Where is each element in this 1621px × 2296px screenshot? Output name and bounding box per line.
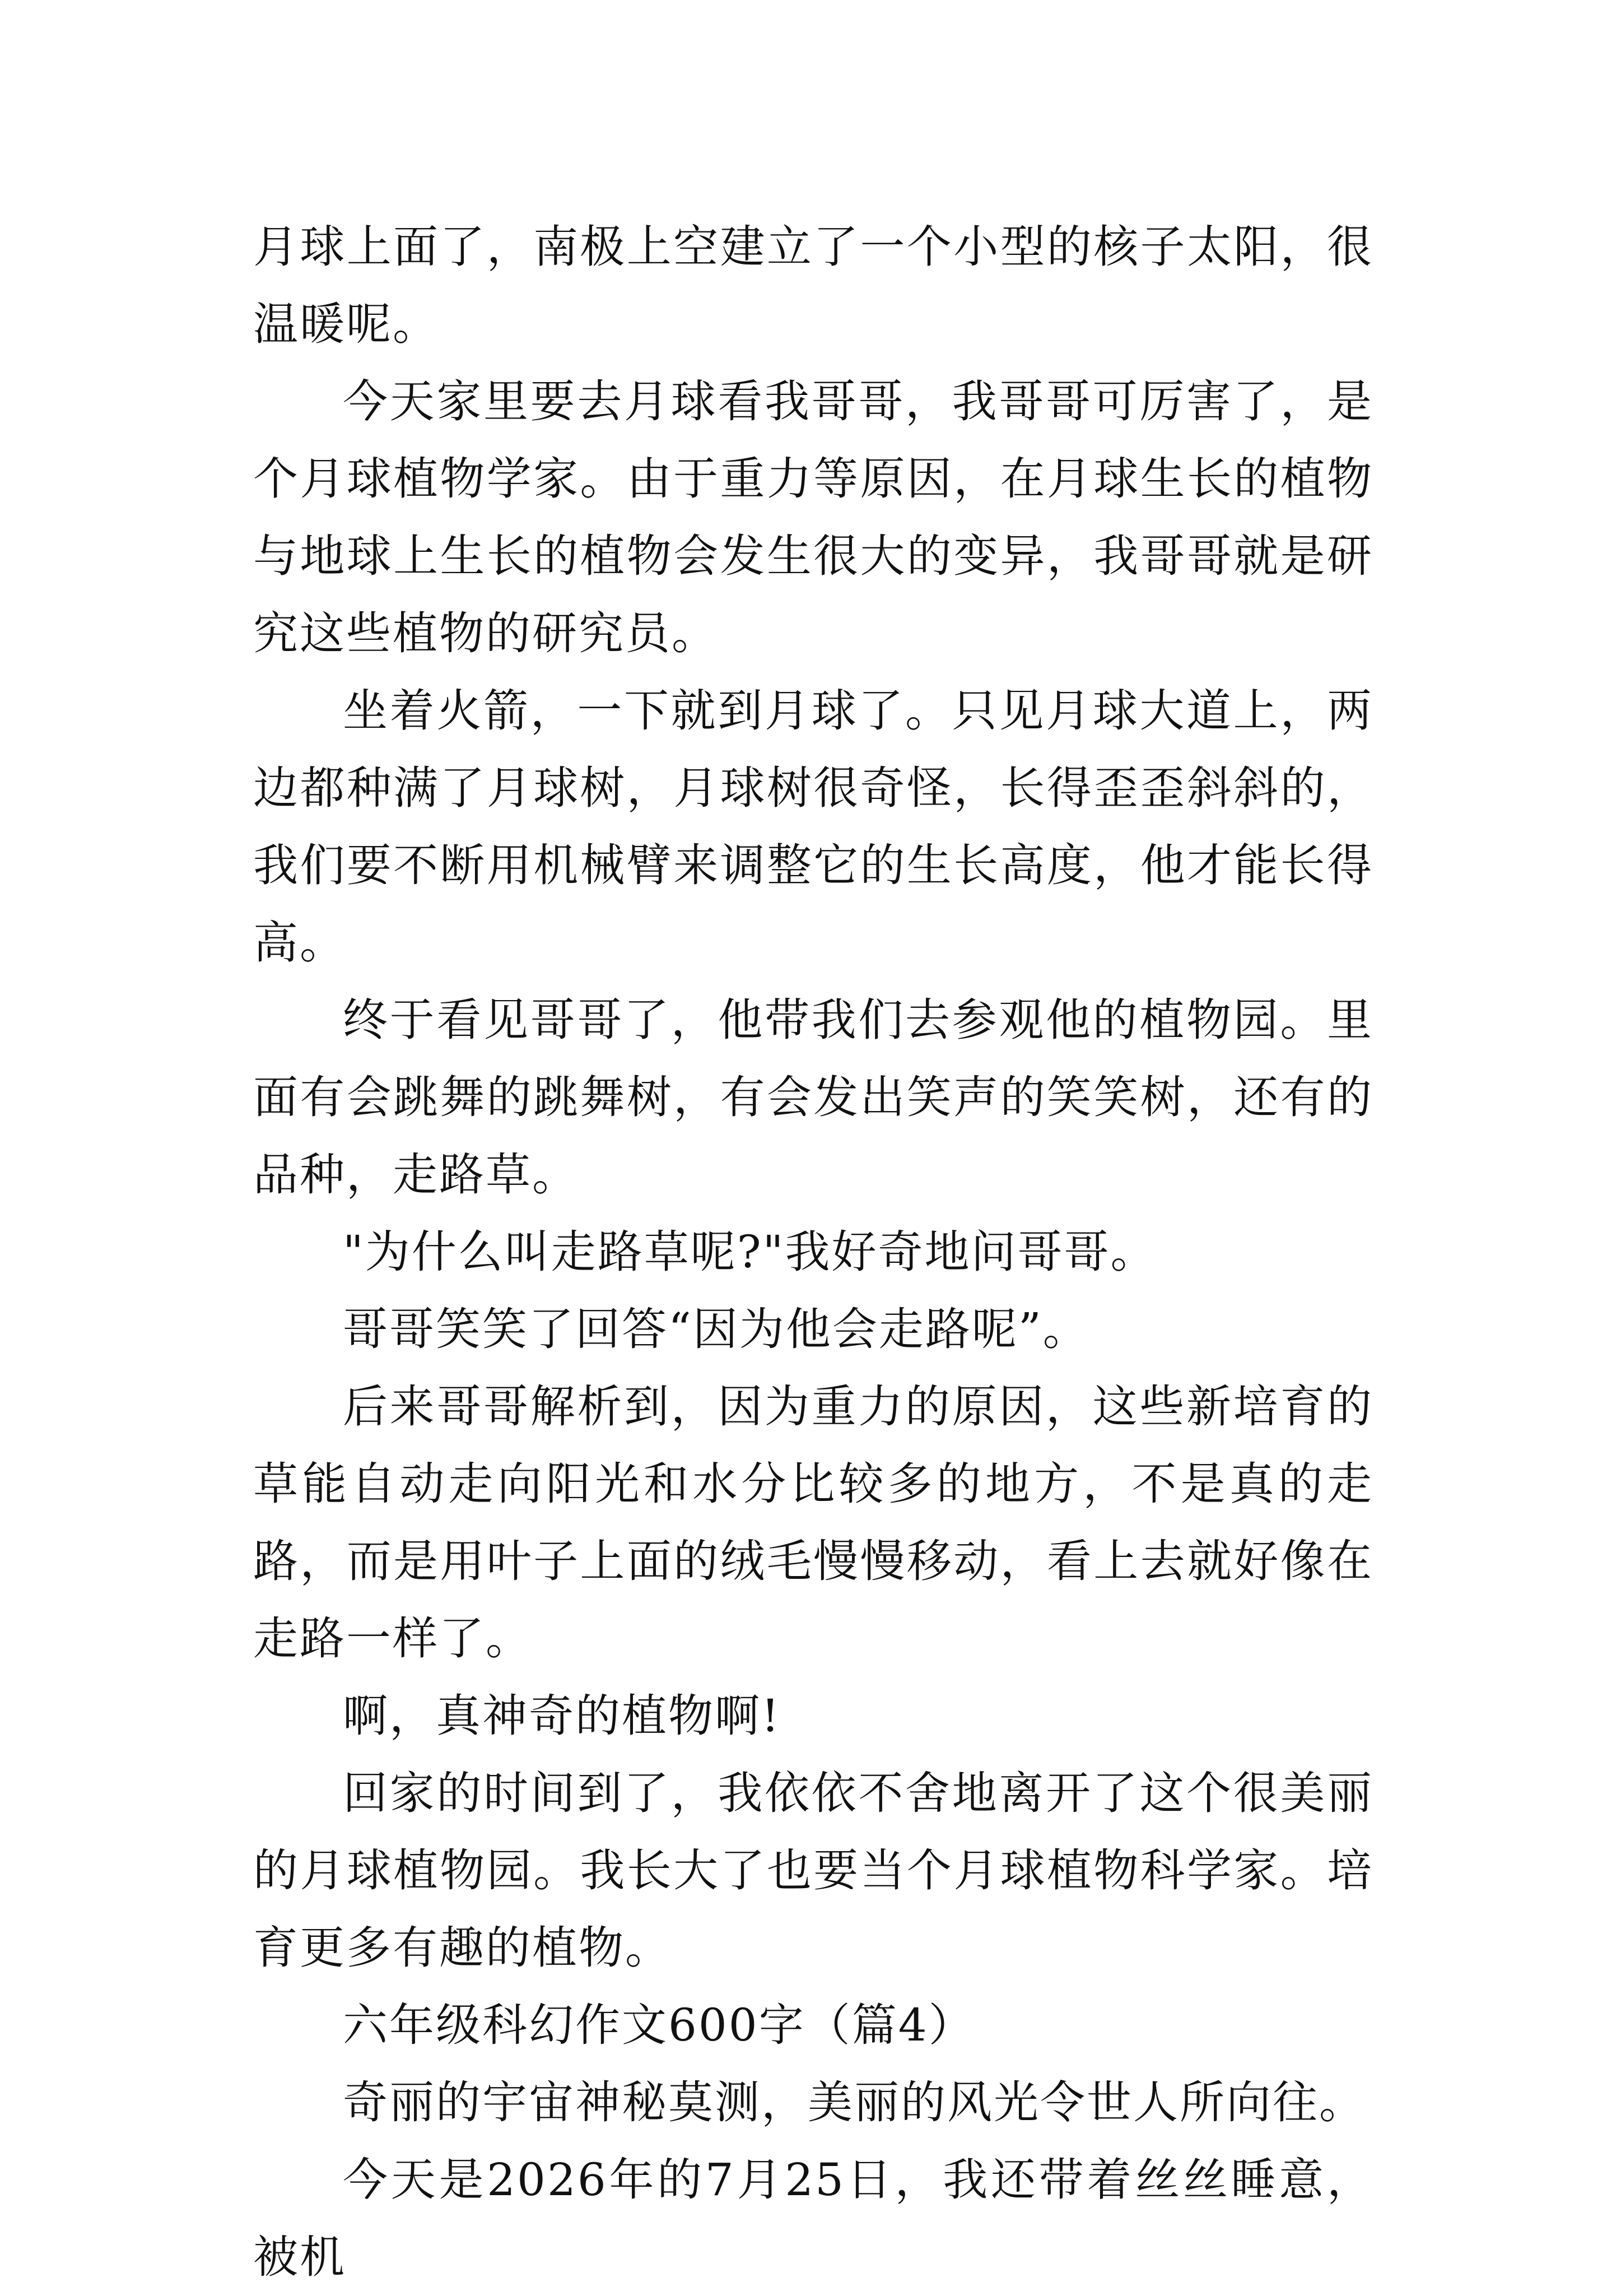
paragraph-1: 月球上面了，南极上空建立了一个小型的核子太阳，很温暖呢。 [253, 221, 1373, 350]
paragraph-11: 奇丽的宇宙神秘莫测，美丽的风光令世人所向往。 [343, 2076, 1366, 2128]
paragraph-8: 啊，真神奇的植物啊! [343, 1690, 781, 1742]
paragraph-3: 坐着火箭，一下就到月球了。只见月球大道上，两边都种满了月球树，月球树很奇怪，长得歪歪斜斜的，我们要不断用机械臂来调整它的生长高度，他才能长得高。 [253, 685, 1373, 969]
paragraph-9: 回家的时间到了，我依依不舍地离开了这个很美丽的月球植物园。我长大了也要当个月球植物科学家。培育更多有趣的植物。 [253, 1767, 1373, 1974]
paragraph-2: 今天家里要去月球看我哥哥，我哥哥可厉害了，是个月球植物学家。由于重力等原因，在月球生长的植物与地球上生长的植物会发生很大的变异，我哥哥就是研究这些植物的研究员。 [253, 375, 1373, 659]
paragraph-6: 哥哥笑笑了回答“因为他会走路呢”。 [343, 1303, 1089, 1355]
paragraph-5: "为什么叫走路草呢?"我好奇地问哥哥。 [343, 1226, 1157, 1278]
paragraph-7: 后来哥哥解析到，因为重力的原因，这些新培育的草能自动走向阳光和水分比较多的地方，不是真的走路，而是用叶子上面的绒毛慢慢移动，看上去就好像在走路一样了。 [253, 1381, 1373, 1665]
paragraph-12: 今天是2026年的7月25日，我还带着丝丝睡意，被机 [253, 2154, 1373, 2283]
paragraph-4: 终于看见哥哥了，他带我们去参观他的植物园。里面有会跳舞的跳舞树，有会发出笑声的笑笑树，还有的品种，走路草。 [253, 994, 1373, 1201]
section-heading: 六年级科幻作文600字（篇4） [343, 1999, 975, 2051]
document-body [253, 208, 1373, 2296]
